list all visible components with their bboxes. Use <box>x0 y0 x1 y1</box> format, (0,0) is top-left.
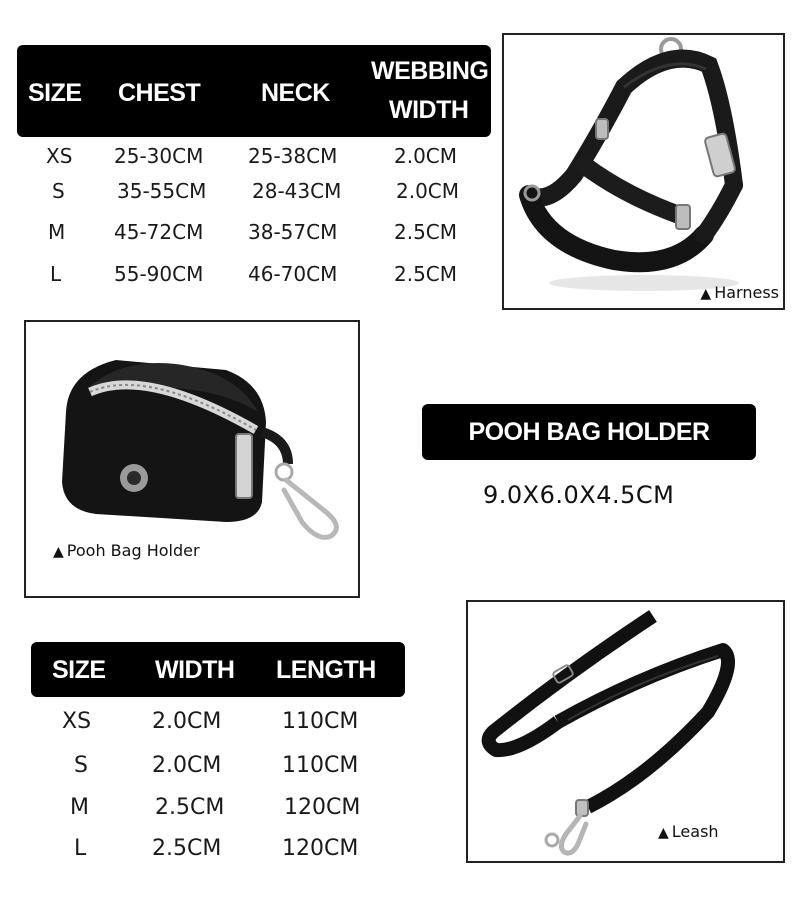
leash-caption <box>658 822 719 841</box>
leash-row-m-length: 120CM <box>284 795 361 820</box>
leash-row-s-size: S <box>74 753 88 778</box>
harness-photo-frame <box>502 33 785 310</box>
harness-row-xs-neck: 25-38CM <box>248 144 338 168</box>
leash-row-xs-size: XS <box>62 709 92 734</box>
triangle-icon: ▲ <box>700 286 712 302</box>
pooh-bag-caption <box>53 541 200 560</box>
leash-row-l-width: 2.5CM <box>152 836 222 861</box>
header-chest: CHEST <box>118 79 201 107</box>
header-webbing: WEBBING <box>371 57 489 85</box>
harness-row-xs-width: 2.0CM <box>394 144 458 168</box>
leash-row-m-width: 2.5CM <box>155 795 225 820</box>
pooh-bag-dimensions: 9.0X6.0X4.5CM <box>483 481 675 509</box>
leash-row-l-size: L <box>74 836 87 861</box>
harness-row-m-chest: 45-72CM <box>114 220 204 244</box>
harness-row-l-size: L <box>50 262 62 286</box>
leash-photo-frame <box>466 600 785 863</box>
harness-row-l-chest: 55-90CM <box>114 262 204 286</box>
leash-row-xs-length: 110CM <box>282 709 359 734</box>
pooh-bag-title: POOH BAG HOLDER <box>422 404 756 460</box>
leash-image <box>468 602 783 861</box>
harness-row-l-neck: 46-70CM <box>248 262 338 286</box>
harness-row-s-neck: 28-43CM <box>252 179 342 203</box>
harness-row-m-width: 2.5CM <box>394 220 458 244</box>
harness-row-m-neck: 38-57CM <box>248 220 338 244</box>
pooh-bag-caption-text: Pooh Bag Holder <box>66 541 200 560</box>
pooh-bag-photo-frame <box>24 320 360 598</box>
header-width: WIDTH <box>389 96 469 124</box>
leash-row-m-size: M <box>70 795 89 820</box>
leash-row-s-length: 110CM <box>282 753 359 778</box>
harness-row-s-size: S <box>52 179 65 203</box>
harness-row-l-width: 2.5CM <box>394 262 458 286</box>
leash-caption-text: Leash <box>671 822 719 841</box>
leash-table-header <box>31 642 405 697</box>
harness-row-xs-size: XS <box>46 144 73 168</box>
header-width: WIDTH <box>155 656 235 684</box>
triangle-icon: ▲ <box>53 544 64 560</box>
triangle-icon: ▲ <box>658 825 669 841</box>
harness-row-m-size: M <box>48 220 66 244</box>
header-length: LENGTH <box>276 656 376 684</box>
harness-image <box>504 35 783 308</box>
harness-row-s-width: 2.0CM <box>396 179 460 203</box>
harness-caption <box>700 283 779 302</box>
leash-row-xs-width: 2.0CM <box>152 709 222 734</box>
harness-row-xs-chest: 25-30CM <box>114 144 204 168</box>
header-neck: NECK <box>261 79 330 107</box>
harness-row-s-chest: 35-55CM <box>117 179 207 203</box>
harness-caption-text: Harness <box>714 283 779 302</box>
leash-row-s-width: 2.0CM <box>152 753 222 778</box>
harness-table-header <box>17 45 491 137</box>
header-size: SIZE <box>28 79 82 107</box>
leash-row-l-length: 120CM <box>282 836 359 861</box>
header-size: SIZE <box>52 656 106 684</box>
